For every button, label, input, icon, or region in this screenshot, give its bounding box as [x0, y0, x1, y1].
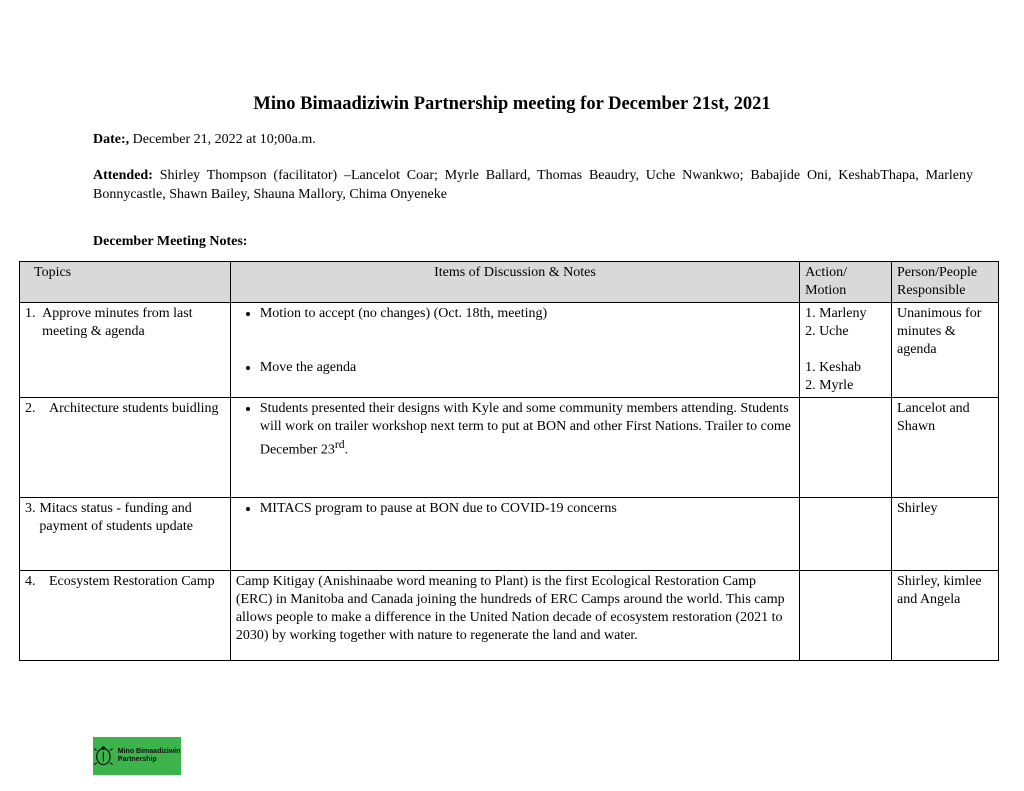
item-text: Students presented their designs with Kyle and some community members attending. Students will work on trailer workshop next term to put at BON and other First Nations. Trailer to come December 23: [259, 401, 791, 458]
header-items: Items of Discussion & Notes: [230, 262, 799, 303]
date-label: Date:,: [93, 132, 130, 147]
partnership-logo: [93, 737, 181, 775]
header-action: Action/ Motion: [800, 262, 892, 303]
header-person: Person/People Responsible: [892, 262, 999, 303]
table-row: [20, 571, 999, 661]
topic-number: 2.: [25, 401, 36, 416]
logo-text: Mino Bimaadiziwin Partnership: [117, 748, 181, 763]
motion-text: 1. Marleny: [805, 306, 867, 321]
table-header-row: [20, 262, 999, 303]
attended-value: Shirley Thompson (facilitator) –Lancelot Coar; Myrle Ballard, Thomas Beaudry, Uche Nwankwo; Babajide Oni, KeshabThapa, Marleny Bonnycastle, Shawn Bailey, Shauna Mallory, Chima Onyeneke: [93, 168, 974, 202]
topic-text: Mitacs status - funding and payment of students update: [39, 501, 193, 534]
header-topics: Topics: [20, 262, 231, 303]
motion-text: 2. Uche: [805, 324, 849, 339]
motion-text: 1. Keshab: [805, 360, 862, 375]
person-text: Unanimous for minutes & agenda: [892, 303, 999, 398]
superscript: rd: [334, 438, 345, 451]
topic-number: 3.: [25, 501, 36, 516]
motion-text: 2. Myrle: [805, 378, 854, 393]
topic-text: Ecosystem Restoration Camp: [49, 574, 215, 589]
page-title: Mino Bimaadiziwin Partnership meeting for December 21st, 2021: [253, 94, 771, 114]
attended-label: Attended:: [93, 168, 153, 183]
date-value: December 21, 2022 at 10;00a.m.: [132, 132, 316, 147]
item-end: .: [344, 442, 349, 458]
table-row: [20, 498, 999, 571]
topic-number: 4.: [25, 574, 36, 589]
item-text: Camp Kitigay (Anishinaabe word meaning to Plant) is the first Ecological Restoration Camp (ERC) in Manitoba and Canada joining the hundreds of ERC Camps around the world. This camp allows people to make a difference in the United Nation decade of ecosystem restoration (2021 to 2030) by working together with nature to regenerate the land and water.: [230, 571, 799, 661]
list-item: • Motion to accept (no changes) (Oct. 18th, meeting): [260, 305, 794, 323]
notes-heading: December Meeting Notes:: [93, 234, 248, 249]
topic-text: Architecture students buidling: [49, 401, 219, 416]
attended-line: [93, 166, 973, 204]
topic-text: Approve minutes from last meeting & agenda: [42, 306, 193, 339]
meeting-notes-table: [19, 261, 999, 661]
person-text: Shirley: [892, 498, 999, 571]
list-item: [260, 400, 794, 460]
topic-number: 1.: [25, 306, 36, 321]
table-row: [20, 398, 999, 498]
person-text: Lancelot and Shawn: [892, 398, 999, 498]
turtle-icon: [93, 739, 114, 773]
list-item: • MITACS program to pause at BON due to COVID-19 concerns: [260, 500, 794, 518]
table-row: [20, 303, 999, 398]
person-text: Shirley, kimlee and Angela: [892, 571, 999, 661]
date-line: [93, 130, 973, 149]
list-item: • Move the agenda: [260, 359, 794, 377]
